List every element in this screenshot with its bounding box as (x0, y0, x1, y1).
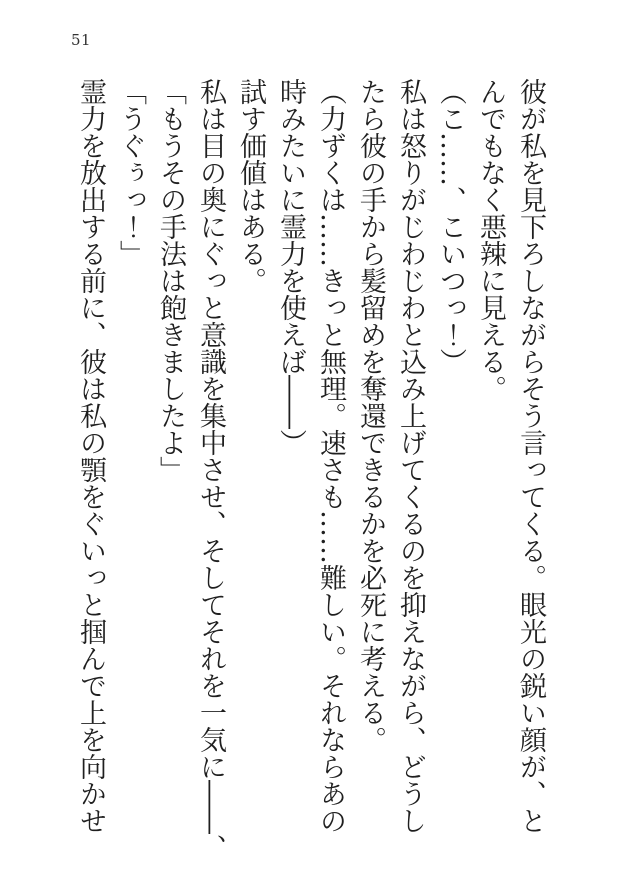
page-text (70, 78, 550, 868)
text-line-8: 試す価値はある。 (235, 78, 266, 294)
text-line-1: 彼が私を見下ろしながらそう言ってくる。眼光の鋭い顔が、と (515, 78, 546, 834)
text-line-3: （こ……、こいつっ！） (435, 78, 466, 375)
text-line-10: 「もうその手法は飽きましたよ」 (155, 78, 186, 483)
text-line-12: 霊力を放出する前に、彼は私の顎をぐいっと掴んで上を向かせ (75, 78, 106, 834)
text-line-6: （力ずくは……きっと無理。速さも……難しい。それならあの (315, 78, 346, 834)
text-line-7: 時みたいに霊力を使えば――） (275, 78, 306, 456)
text-line-11: 「うぐぅっ！」 (115, 78, 146, 267)
page-number: 51 (71, 31, 92, 49)
text-line-5: たら彼の手から髪留めを奪還できるかを必死に考える。 (355, 78, 386, 753)
text-line-9: 私は目の奥にぐっと意識を集中させ、そしてそれを一気に――、 (195, 78, 226, 861)
text-line-2: んでもなく悪辣に見える。 (475, 78, 506, 402)
text-line-4: 私は怒りがじわじわと込み上げてくるのを抑えながら、どうし (395, 78, 426, 834)
